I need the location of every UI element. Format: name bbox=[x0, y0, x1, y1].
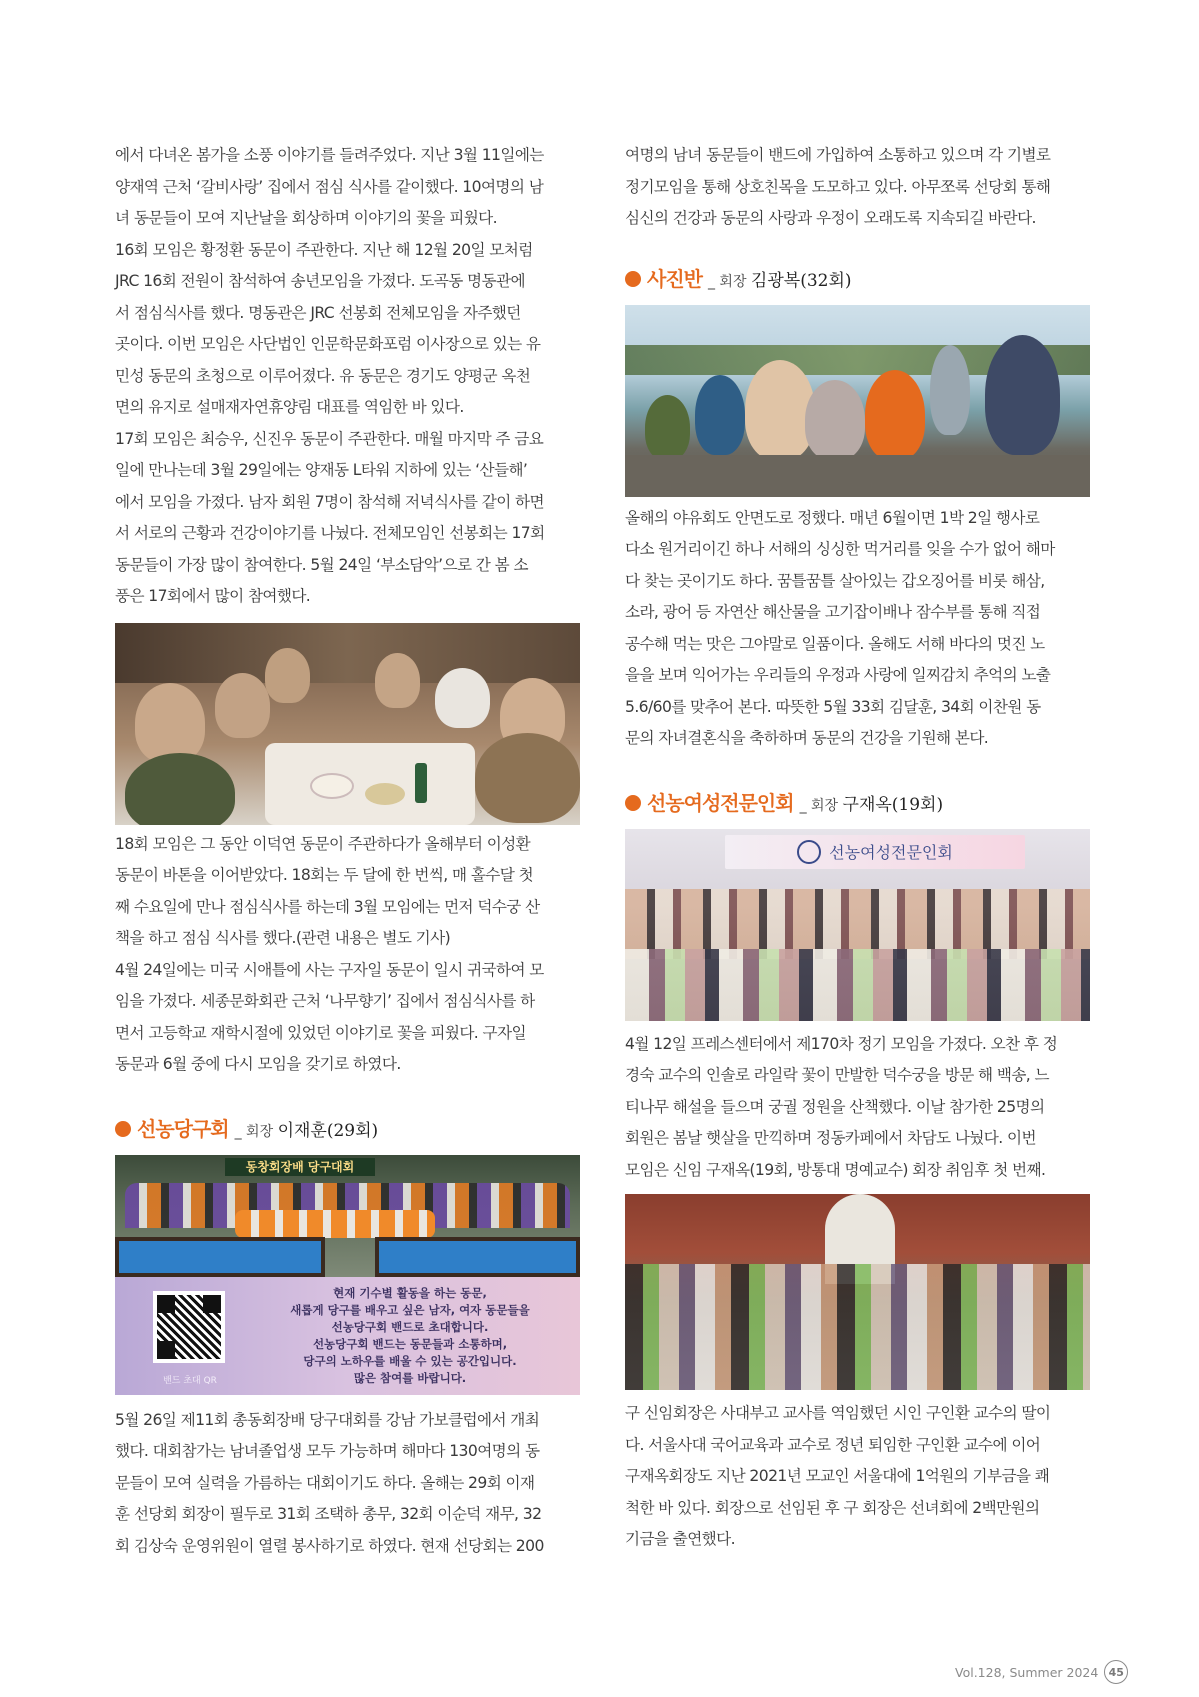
text-line: 책을 하고 점심 식사를 했다.(관련 내용은 별도 기사) bbox=[115, 929, 451, 947]
text-line: 에서 다녀온 봄가을 소풍 이야기를 들려주었다. 지난 3월 11일에는 bbox=[115, 146, 544, 164]
text-line: 공수해 먹는 맛은 그야말로 일품이다. 올해도 서해 바다의 멋진 노 bbox=[625, 634, 1045, 653]
qr-caption: 밴드 초대 QR bbox=[163, 1375, 217, 1386]
invite-line: 새롭게 당구를 배우고 싶은 남자, 여자 동문들을 bbox=[290, 1302, 530, 1317]
text-line: 다소 원거리이긴 하나 서해의 싱싱한 먹거리를 잊을 수가 없어 해마 bbox=[625, 540, 1055, 558]
text-line: 면의 유지로 설매재자연휴양림 대표를 역임한 바 있다. bbox=[115, 398, 464, 416]
photo-womens-group bbox=[625, 829, 1090, 1021]
text-line: 동문과 6월 중에 다시 모임을 갖기로 하였다. bbox=[115, 1055, 401, 1073]
text-line: 기금을 출연했다. bbox=[625, 1530, 735, 1548]
text-line: 구 신임회장은 사대부고 교사를 역임했던 시인 구인환 교수의 딸이 bbox=[625, 1404, 1051, 1422]
text-line: 17회 모임은 최승우, 신진우 동문이 주관한다. 매월 마지막 주 금요 bbox=[115, 429, 544, 448]
text-line: 서 서로의 근황과 건강이야기를 나눴다. 전체모임인 선봉회는 17회 bbox=[115, 524, 545, 542]
left-column bbox=[115, 140, 580, 1562]
text-line: 18회 모임은 그 동안 이덕연 동문이 주관하다가 올해부터 이성환 bbox=[115, 834, 531, 853]
text-line: 동문들이 가장 많이 참여한다. 5월 24일 ‘부소담악’으로 간 봄 소 bbox=[115, 555, 528, 574]
text-line: 정기모임을 통해 상호친목을 도모하고 있다. 아무쪼록 선당회 통해 bbox=[625, 177, 1051, 196]
text-line: 다 찾는 곳이기도 하다. 꿈틀꿈틀 살아있는 갑오징어를 비롯 해삼, bbox=[625, 571, 1045, 590]
section-title: 선농여성전문인회 bbox=[647, 790, 794, 815]
text-line: 경숙 교수의 인솔로 라일락 꽃이 만발한 덕수궁을 방문 해 백송, 느 bbox=[625, 1066, 1049, 1084]
text-line: 양재역 근처 ‘갈비사랑’ 집에서 점심 식사를 같이했다. 10여명의 남 bbox=[115, 177, 544, 196]
section-title: 선농당구회 bbox=[137, 1116, 229, 1141]
role-label: _ 회장 bbox=[234, 1123, 274, 1140]
event-sign bbox=[225, 1158, 375, 1176]
article-paragraph-4 bbox=[625, 140, 1090, 235]
billiards-banner bbox=[115, 1155, 580, 1395]
page-footer bbox=[955, 1660, 1128, 1684]
womens-banner bbox=[725, 835, 1025, 869]
article-paragraph-6 bbox=[625, 1029, 1090, 1187]
text-line: 5.6/60를 맞추어 본다. 따뜻한 5월 33회 김달훈, 34회 이찬원 동 bbox=[625, 697, 1041, 716]
school-emblem-icon bbox=[797, 840, 821, 864]
text-line: 서 점심식사를 했다. 명동관은 JRC 선봉회 전체모임을 자주했던 bbox=[115, 303, 521, 322]
bullet-icon bbox=[625, 271, 641, 287]
article-paragraph-2 bbox=[115, 829, 580, 1081]
qr-code bbox=[153, 1291, 225, 1363]
role-label: _ 회장 bbox=[707, 273, 747, 290]
text-line: 임을 가졌다. 세종문화회관 근처 ‘나무향기’ 집에서 점심식사를 하 bbox=[115, 992, 535, 1010]
text-line: 모임은 신임 구재옥(19회, 방통대 명예교수) 회장 취임후 첫 번째. bbox=[625, 1160, 1046, 1179]
text-line: 회 김상숙 운영위원이 열렬 봉사하기로 하였다. 현재 선당회는 200 bbox=[115, 1536, 544, 1555]
invitation-text bbox=[260, 1285, 560, 1387]
photo-dinner-gathering bbox=[115, 623, 580, 825]
president-name: 구재옥(19회) bbox=[842, 794, 944, 815]
text-line: 구재옥회장도 지난 2021년 모교인 서울대에 1억원의 기부금을 쾌 bbox=[625, 1467, 1050, 1485]
president-name: 이재훈(29회) bbox=[277, 1120, 379, 1141]
text-line: 동문이 바톤을 이어받았다. 18회는 두 달에 한 번씩, 매 홀수달 첫 bbox=[115, 866, 534, 884]
text-line: JRC 16회 전원이 참석하여 송년모임을 가졌다. 도곡동 명동관에 bbox=[115, 272, 525, 290]
president-name: 김광복(32회) bbox=[750, 270, 852, 291]
invite-line: 현재 기수별 활동을 하는 동문, bbox=[333, 1285, 487, 1300]
photo-beach-outing bbox=[625, 305, 1090, 497]
text-line: 여명의 남녀 동문들이 밴드에 가입하여 소통하고 있으며 각 기별로 bbox=[625, 146, 1051, 164]
text-line: 올해의 야유회도 안면도로 정했다. 매년 6월이면 1박 2일 행사로 bbox=[625, 508, 1040, 527]
text-line: 16회 모임은 황정환 동문이 주관한다. 지난 해 12월 20일 모처럼 bbox=[115, 240, 533, 259]
article-paragraph-7 bbox=[625, 1398, 1090, 1556]
article-paragraph-1 bbox=[115, 140, 580, 613]
text-line: 면서 고등학교 재학시절에 있었던 이야기로 꽃을 피웠다. 구자일 bbox=[115, 1023, 526, 1042]
invite-line: 많은 참여를 바랍니다. bbox=[353, 1370, 467, 1385]
event-sign-text: 동창회장배 당구대회 bbox=[245, 1160, 355, 1174]
invite-line: 선농당구회 밴드는 동문들과 소통하며, bbox=[312, 1336, 508, 1351]
invitation-panel bbox=[115, 1277, 580, 1395]
text-line: 척한 바 있다. 회장으로 선임된 후 구 회장은 선녀회에 2백만원의 bbox=[625, 1498, 1040, 1517]
role-label: _ 회장 bbox=[799, 797, 839, 814]
text-line: 곳이다. 이번 모임은 사단법인 인문학문화포럼 이사장으로 있는 유 bbox=[115, 335, 541, 353]
text-line: 회원은 봄날 햇살을 만끽하며 정동카페에서 차담도 나눴다. 이번 bbox=[625, 1129, 1036, 1147]
text-line: 했다. 대회참가는 남녀졸업생 모두 가능하며 해마다 130여명의 동 bbox=[115, 1442, 540, 1460]
text-line: 티나무 해설을 들으며 궁궐 정원을 산책했다. 이날 참가한 25명의 bbox=[625, 1097, 1045, 1116]
section-subtitle bbox=[800, 790, 944, 815]
text-line: 에서 모임을 가졌다. 남자 회원 7명이 참석해 저녁식사를 같이 하면 bbox=[115, 492, 544, 511]
section-heading-womens-professionals bbox=[625, 787, 1090, 821]
text-line: 째 수요일에 만나 점심식사를 하는데 3월 모임에는 먼저 덕수궁 산 bbox=[115, 897, 540, 916]
text-line: 심신의 건강과 동문의 사랑과 우정이 오래도록 지속되길 바란다. bbox=[625, 209, 1036, 227]
text-line: 녀 동문들이 모여 지난날을 회상하며 이야기의 꽃을 피웠다. bbox=[115, 209, 497, 227]
text-line: 훈 선당회 회장이 필두로 31회 조택하 총무, 32회 이순덕 재무, 32 bbox=[115, 1505, 542, 1523]
section-title: 사진반 bbox=[647, 266, 702, 291]
issue-label: Vol.128, Summer 2024 bbox=[955, 1664, 1099, 1680]
text-line: 소라, 광어 등 자연산 해산물을 고기잡이배나 잠수부를 통해 직접 bbox=[625, 603, 1041, 621]
text-line: 문들이 모여 실력을 가름하는 대회이기도 하다. 올해는 29회 이재 bbox=[115, 1473, 535, 1492]
text-line: 을을 보며 익어가는 우리들의 우정과 사랑에 일찌감치 추억의 노출 bbox=[625, 666, 1051, 684]
womens-banner-text: 선농여성전문인회 bbox=[829, 843, 953, 862]
invite-line: 당구의 노하우를 배울 수 있는 공간입니다. bbox=[303, 1353, 517, 1368]
invite-line: 선농당구회 밴드로 초대합니다. bbox=[331, 1319, 489, 1334]
text-line: 문의 자녀결혼식을 축하하며 동문의 건강을 기원해 본다. bbox=[625, 729, 989, 747]
photo-palace-visit bbox=[625, 1194, 1090, 1390]
page-number: 45 bbox=[1104, 1660, 1128, 1684]
text-line: 일에 만나는데 3월 29일에는 양재동 L타워 지하에 있는 ‘산들해’ bbox=[115, 461, 528, 479]
section-heading-billiards bbox=[115, 1113, 580, 1147]
photo-billiards-group bbox=[115, 1155, 580, 1277]
text-line: 4월 24일에는 미국 시애틀에 사는 구자일 동문이 일시 귀국하여 모 bbox=[115, 960, 544, 979]
bullet-icon bbox=[625, 795, 641, 811]
bullet-icon bbox=[115, 1121, 131, 1137]
right-column bbox=[625, 140, 1090, 1556]
article-paragraph-3 bbox=[115, 1405, 580, 1563]
text-line: 5월 26일 제11회 총동회장배 당구대회를 강남 가보클럽에서 개최 bbox=[115, 1410, 540, 1429]
text-line: 다. 서울사대 국어교육과 교수로 정년 퇴임한 구인환 교수에 이어 bbox=[625, 1435, 1041, 1454]
section-subtitle bbox=[708, 266, 852, 291]
text-line: 민성 동문의 초청으로 이루어졌다. 유 동문은 경기도 양평군 옥천 bbox=[115, 366, 531, 385]
text-line: 풍은 17회에서 많이 참여했다. bbox=[115, 587, 311, 605]
text-line: 4월 12일 프레스센터에서 제170차 정기 모임을 가졌다. 오찬 후 정 bbox=[625, 1034, 1058, 1053]
article-paragraph-5 bbox=[625, 503, 1090, 755]
section-subtitle bbox=[235, 1116, 379, 1141]
section-heading-photo-club bbox=[625, 263, 1090, 297]
